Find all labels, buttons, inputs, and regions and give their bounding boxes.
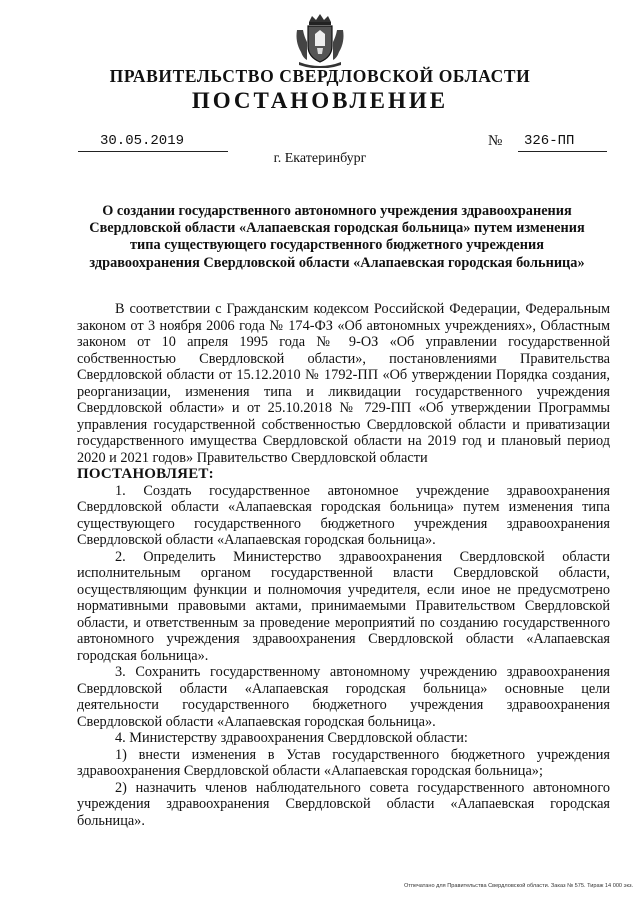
document-type: ПОСТАНОВЛЕНИЕ	[191, 88, 449, 113]
document-number: 326-ПП	[518, 133, 607, 152]
government-name: ПРАВИТЕЛЬСТВО СВЕРДЛОВСКОЙ ОБЛАСТИ	[109, 66, 531, 86]
document-date: 30.05.2019	[78, 133, 228, 152]
item-paragraph: 3. Сохранить государственному автономному учреждению здравоохранения Свердловской области «Алапаевская городская больница» основные цели деятельности государственного бюджетного учреждения здравоохранения Свердловской области «Алапаевская городская больница».	[77, 664, 610, 730]
item-paragraph: 1. Создать государственное автономное учреждение здравоохранения Свердловской области «Алапаевская городская больница» путем изменения типа существующего государственного бюджетного учреждения здравоохранения Свердловской области «Алапаевская городская больница».	[77, 482, 610, 548]
document-number-field	[488, 133, 607, 152]
item-paragraph: 2. Определить Министерство здравоохранения Свердловской области исполнительным органом государственной власти Свердловской области, осуществляющим функции и полномочия учредителя, если иное не предусмотрено нормативными правовыми актами, принимаемыми Правительством Свердловской области, и ответственным за проведение мероприятий по созданию государственного автономного учреждения здравоохранения Свердловской области «Алапаевская городская больница».	[77, 548, 610, 664]
resolves-heading: ПОСТАНОВЛЯЕТ:	[77, 466, 214, 482]
document-subject: О создании государственного автономного учреждения здравоохранения Свердловской области «Алапаевская городская больница» путем изменения типа существующего государственного бюджетного учреждения здравоохранения Свердловской области «Алапаевская городская больница»	[89, 203, 585, 271]
preamble-paragraph: В соответствии с Гражданским кодексом Российской Федерации, Федеральным законом от 3 ноября 2006 года № 174-ФЗ «Об автономных учреждениях», Областным законом от 10 апреля 1995 года № 9-ОЗ «Об управлении государственной собственностью Свердловской области», постановлениями Правительства Свердловской области от 15.12.2010 № 1792-ПП «Об утверждении Порядка создания, реорганизации, изменения типа и ликвидации государственного учреждения Свердловской области» и от 25.10.2018 № 729-ПП «Об утверждении Программы управления государственной собственностью Свердловской области и приватизации государственного имущества Свердловской области на 2019 год и плановый период 2020 и 2021 годов» Правительство Свердловской области	[77, 301, 610, 466]
sub-item-paragraph: 2) назначить членов наблюдательного совета государственного автономного учреждения здравоохранения Свердловской области «Алапаевская городская больница».	[77, 779, 610, 829]
coat-of-arms-icon	[293, 12, 347, 68]
sub-item-paragraph: 1) внести изменения в Устав государственного бюджетного учреждения здравоохранения Свердловской области «Алапаевская городская больница»;	[77, 746, 610, 779]
item-paragraph: 4. Министерству здравоохранения Свердловской области:	[115, 730, 468, 746]
document-body	[77, 301, 610, 829]
print-footer: Отпечатано для Правительства Свердловской области. Заказ № 575. Тираж 14 000 экз.	[404, 883, 634, 889]
number-sign: №	[488, 133, 503, 149]
city: г. Екатеринбург	[273, 151, 367, 166]
